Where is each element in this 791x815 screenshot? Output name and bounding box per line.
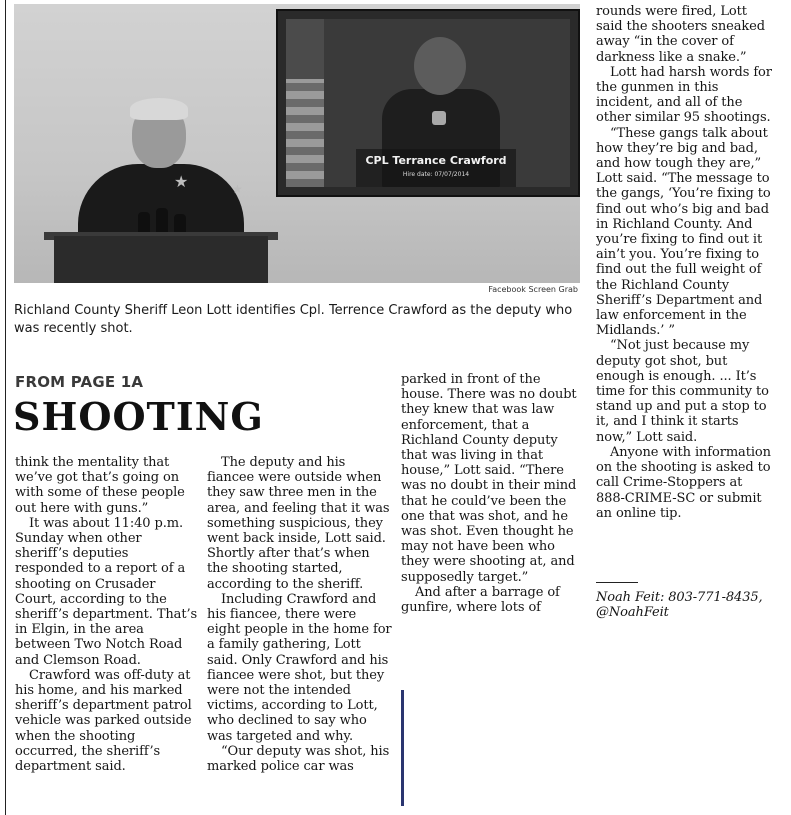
article-column-1: [15, 455, 198, 774]
paragraph: And after a barrage of gunfire, where lots of: [401, 584, 560, 616]
left-column-rule: [5, 0, 6, 815]
photo-credit: Facebook Screen Grab: [488, 285, 578, 294]
signature-divider: [596, 582, 638, 583]
paragraph: parked in front of the house. There was no doubt they knew that was law enforcement, that a Richland County deputy that was living in that house,” Lott said. “There was no doubt in their mind that he could’ve been the one that was shot, and he was shot. Even thought he may not have been who they were shooting at, and supposedly target.”: [401, 372, 577, 585]
news-photo: [14, 4, 580, 283]
star-badge-icon: ★: [232, 182, 243, 196]
paragraph: “Our deputy was shot, his marked police car was: [207, 743, 390, 775]
column-accent-bar: [401, 690, 404, 806]
photo-caption: Richland County Sheriff Leon Lott identifies Cpl. Terrence Crawford as the deputy who was recently shot.: [14, 303, 573, 336]
paragraph: Including Crawford and his fiancee, there were eight people in the home for a family gathering, Lott said. Only Crawford and his fiancee were shot, but they were not the intended victims, according to Lott, who declined to say who was targeted and why.: [207, 591, 392, 744]
screen-hire-date: Hire date: 07/07/2014: [402, 171, 470, 178]
paragraph: rounds were fired, Lott said the shooters sneaked away “in the cover of darkness like a snake.”: [596, 4, 765, 65]
tv-screen: [276, 9, 580, 197]
star-badge-icon: ★: [174, 172, 189, 191]
article-column-3: [401, 372, 584, 615]
article-column-4: [596, 4, 774, 521]
screen-deputy-name: CPL Terrance Crawford: [365, 154, 507, 167]
podium: [54, 236, 268, 283]
headline: SHOOTING: [13, 394, 264, 439]
paragraph: Crawford was off-duty at his home, and his marked sheriff’s department patrol vehicle was parked outside when the shooting occurred, the sheriff’s department said.: [15, 667, 192, 775]
author-signature: Noah Feit: 803-771-8435, @NoahFeit: [596, 590, 763, 621]
paragraph: “These gangs talk about how they’re big and bad, and how tough they are,” Lott said. “The message to the gangs, ‘You’re fixing to find out who’s big and bad in Richland County. And you’re fixing to find out it ain’t you. You’re fixing to find out the full weight of the Richland County Sheriff’s Department and law enforcement in the Midlands.’ ”: [596, 125, 771, 339]
screen-caption-card: [356, 149, 516, 187]
paragraph: It was about 11:40 p.m. Sunday when other sheriff’s deputies responded to a report of a shooting on Crusader Court, according to the sheriff’s department. That’s in Elgin, in the area between Two Notch Road and Clemson Road.: [15, 515, 198, 668]
paragraph: think the mentality that we’ve got that’s going on with some of these people out here with guns.”: [15, 455, 185, 516]
kicker: FROM PAGE 1A: [15, 373, 144, 391]
paragraph: Lott had harsh words for the gunmen in this incident, and all of the other similar 95 shootings.: [596, 64, 772, 126]
article-column-2: [207, 455, 392, 774]
paragraph: The deputy and his fiancee were outside when they saw three men in the area, and feeling that it was something suspicious, they went back inside, Lott said. Shortly after that’s when the shooting started, according to the sheriff.: [207, 455, 390, 592]
paragraph: Anyone with information on the shooting is asked to call Crime-Stoppers at 888-CRIME-SC or submit an online tip.: [596, 444, 771, 521]
paragraph: “Not just because my deputy got shot, but enough is enough. ... It’s time for this community to stand up and put a stop to it, and I think it starts now,” Lott said.: [596, 338, 769, 445]
